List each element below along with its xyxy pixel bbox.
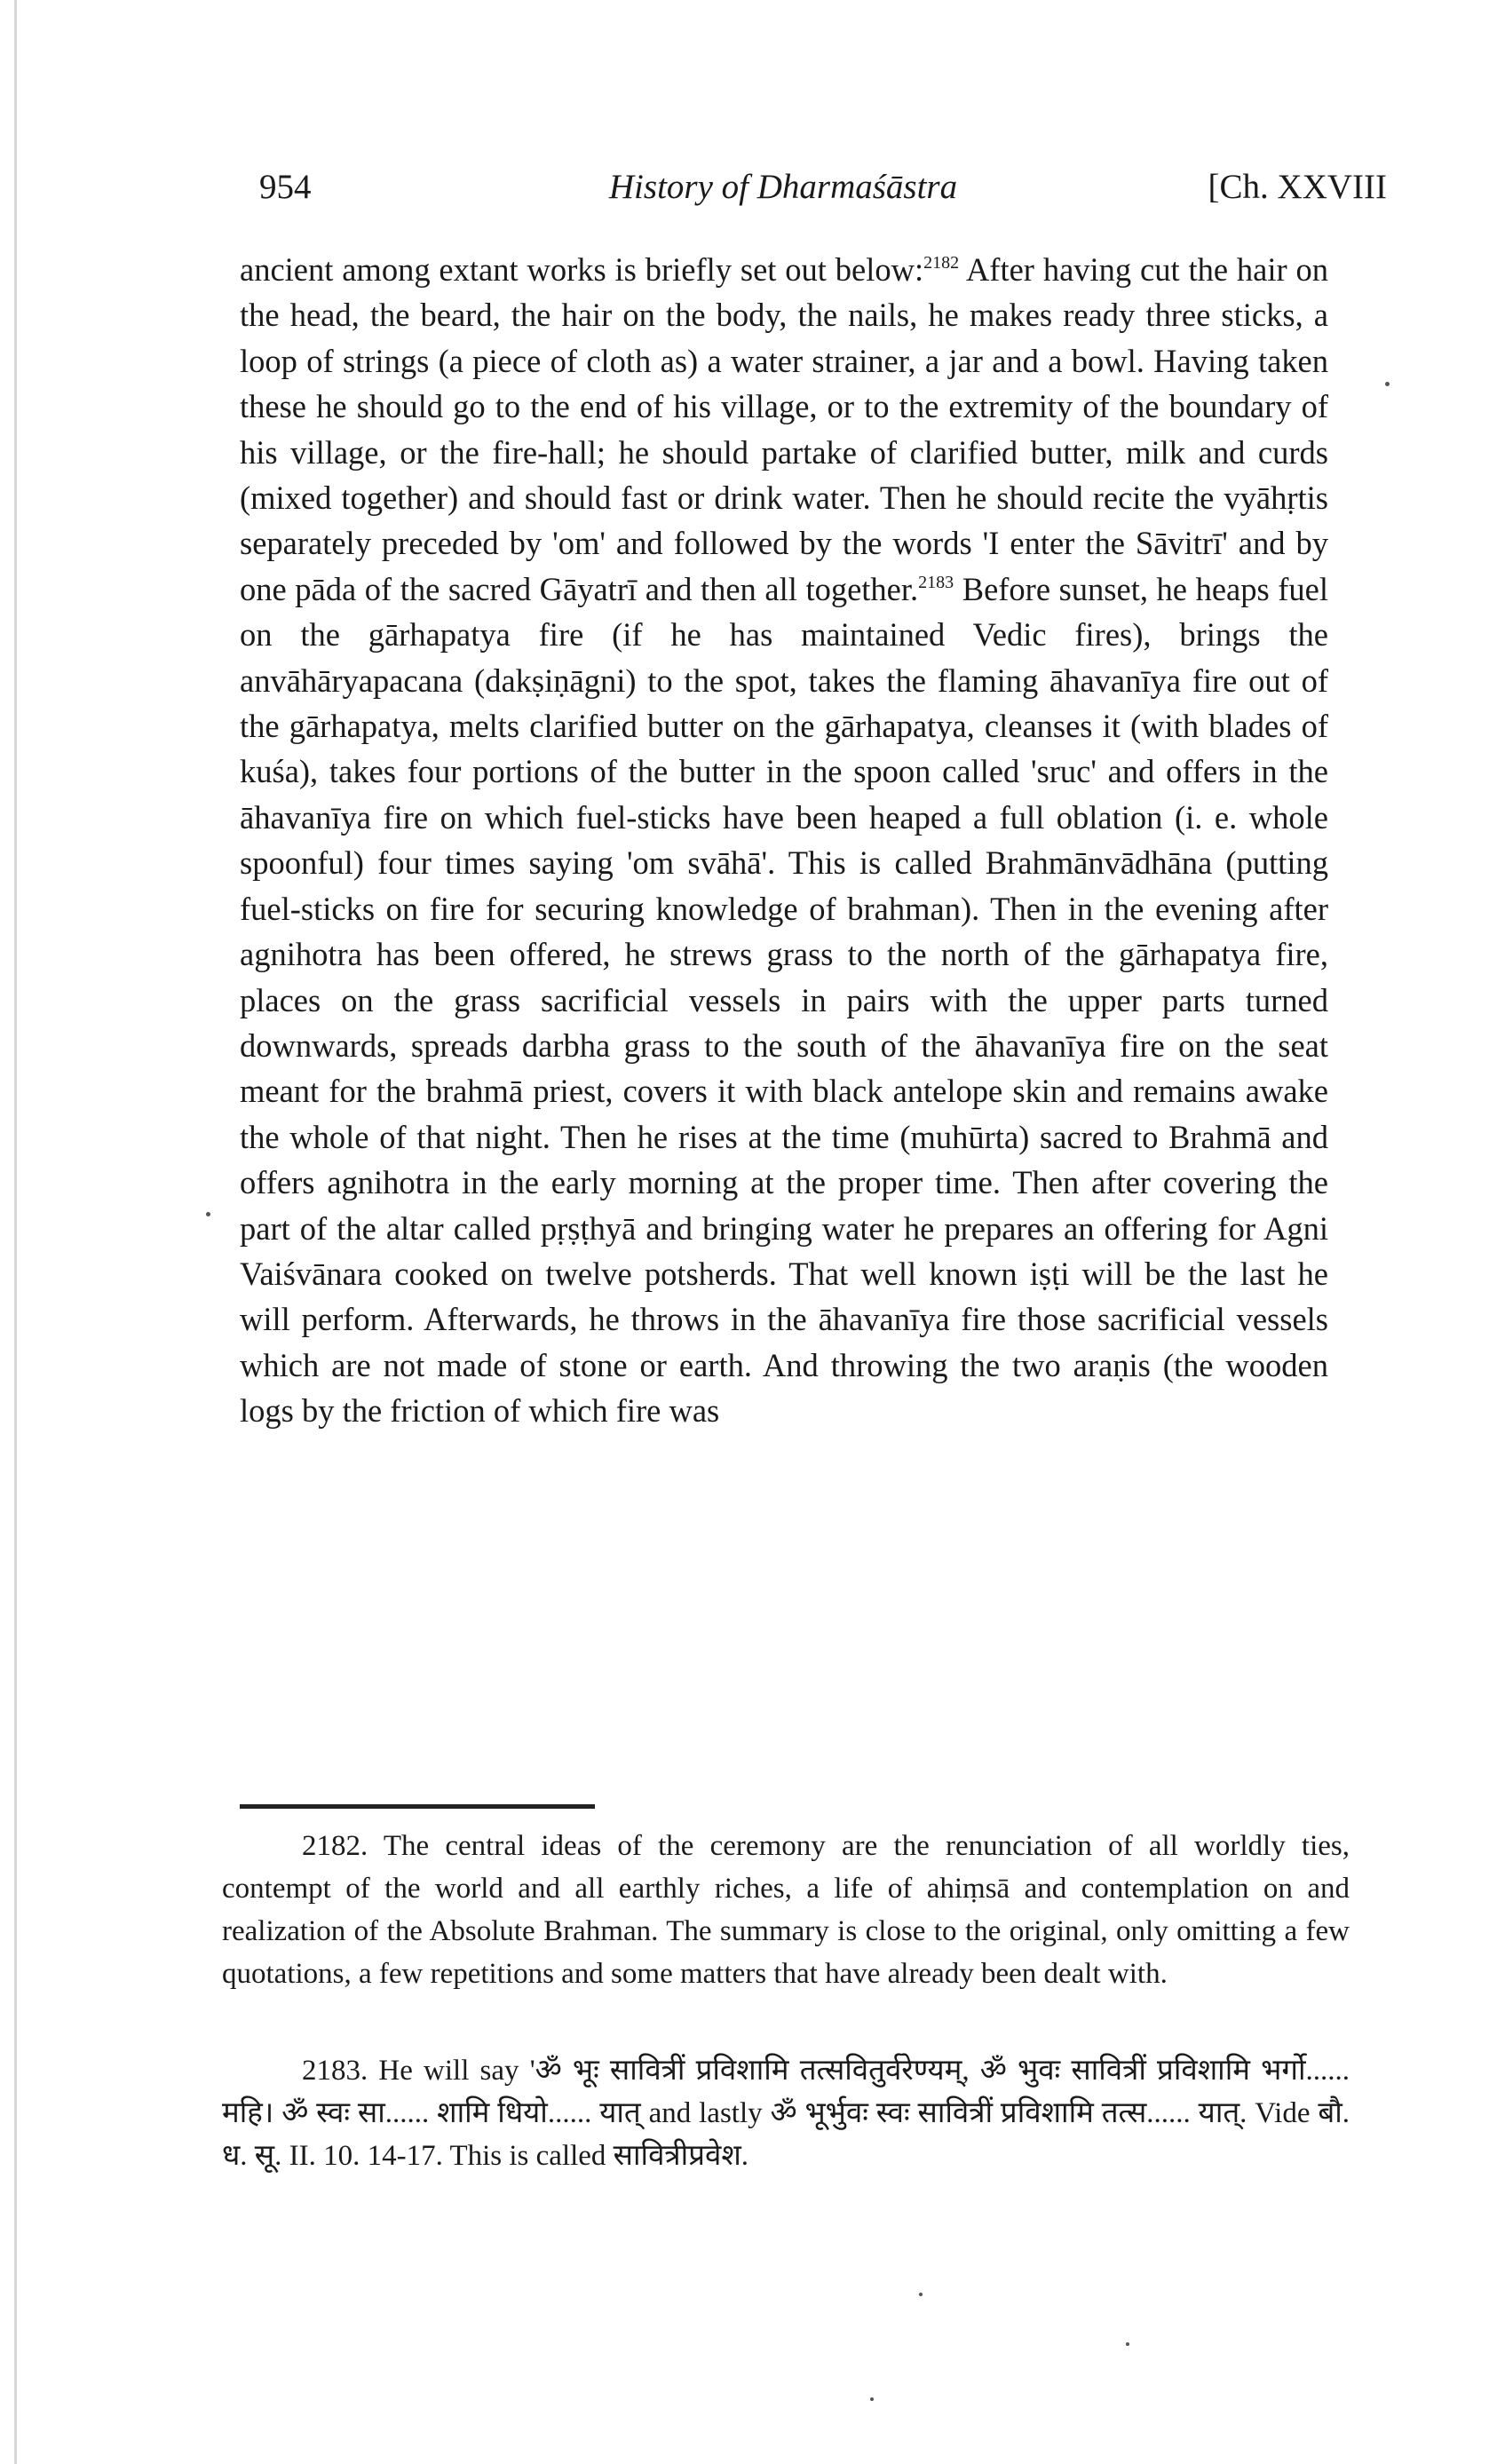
body-text-post: Before sunset, he heaps fuel on the gārhapatya fire (if he has maintained Vedic fires), brings the anvāhāryapacana (dakṣiṇāgni) to the spot, takes the flaming āhavanīya fire out of the gārhapatya, melts clarified butter on the gārhapatya, cleanses it (with blades of kuśa), takes four portions of the butter in the spoon called 'sruc' and offers in the āhavanīya fire on which fuel-sticks have been heaped a full oblation (i. e. whole spoonful) four times saying 'om svāhā'. This is called Brahmānvādhāna (putting fuel-sticks on fire for securing knowledge of brahman). Then in the evening after agnihotra has been offered, he strews grass to the north of the gārhapatya fire, places on the grass sacrificial vessels in pairs with the upper parts turned downwards, spreads darbha grass to the south of the āhavanīya fire on the seat meant for the brahmā priest, covers it with black antelope skin and remains awake the whole of that night. Then he rises at the time (muhūrta) sacred to Brahmā and offers agnihotra in the early morning at the proper time. Then after covering the part of the altar called pṛṣṭhyā and bringing water he prepares an offering for Agni Vaiśvānara cooked on twelve potsherds. That well known iṣṭi will be the last he will perform. Afterwards, he throws in the āhavanīya fire those sacrificial vessels which are not made of stone or earth. And throwing the two araṇis (the wooden logs by the friction of which fire was (240, 570, 1328, 1430)
scan-speck (870, 2397, 874, 2401)
scan-edge-line (14, 0, 17, 2464)
scan-speck (919, 2293, 923, 2296)
body-text-mid: After having cut the hair on the head, the beard, the hair on the body, the nails, he makes ready three sticks, a loop of strings (a piece of cloth as) a water strainer, a jar and a bowl. Having taken these he should go to the end of his village, or to the extremity of the boundary of his village, or the fire-hall; he should partake of clarified butter, milk and curds (mixed together) and should fast or drink water. Then he should recite the vyāhṛtis separately preceded by 'om' and followed by the words 'I enter the Sāvitrī' and by one pāda of the sacred Gāyatrī and then all together. (240, 251, 1328, 607)
footnote-divider (240, 1804, 595, 1809)
body-paragraph (240, 247, 1328, 1434)
chapter-label: [Ch. XXVIII (1208, 168, 1387, 206)
body-text-pre: ancient among extant works is briefly set out below: (240, 251, 924, 288)
footnote-ref-2182: 2182 (923, 253, 960, 273)
running-title: History of Dharmaśāstra (608, 168, 958, 206)
page-number: 954 (259, 168, 312, 206)
main-text (240, 247, 1328, 1434)
scan-speck (1126, 2342, 1129, 2346)
footnote-ref-2183: 2183 (918, 572, 954, 592)
footnote-2182-text: 2182. The central ideas of the ceremony are the renunciation of all worldly ties, contempt of the world and all earthly riches, a life of ahiṃsā and contemplation on and realization of the Absolute Brahman. The summary is close to the original, only omitting a few quotations, a few repetitions and some matters that have already been dealt with. (222, 1830, 1350, 1990)
scan-speck (206, 1212, 210, 1216)
footnote-2182 (222, 1825, 1350, 1995)
footnote-2183-text: 2183. He will say 'ॐ भूः सावित्रीं प्रविशामि तत्सवितुर्वरेण्यम्, ॐ भुवः सावित्रीं प्रविशामि भर्गो...... महि। ॐ स्वः सा...... शामि धियो...... यात् and lastly ॐ भूर्भुवः स्वः सावित्रीं प्रविशामि तत्स...... यात्. Vide बौ. ध. सू. II. 10. 14-17. This is called सावित्रीप्रवेश. (222, 2055, 1350, 2172)
scan-speck (1385, 382, 1390, 386)
running-header (259, 167, 1387, 220)
footnote-2183 (222, 2049, 1350, 2177)
